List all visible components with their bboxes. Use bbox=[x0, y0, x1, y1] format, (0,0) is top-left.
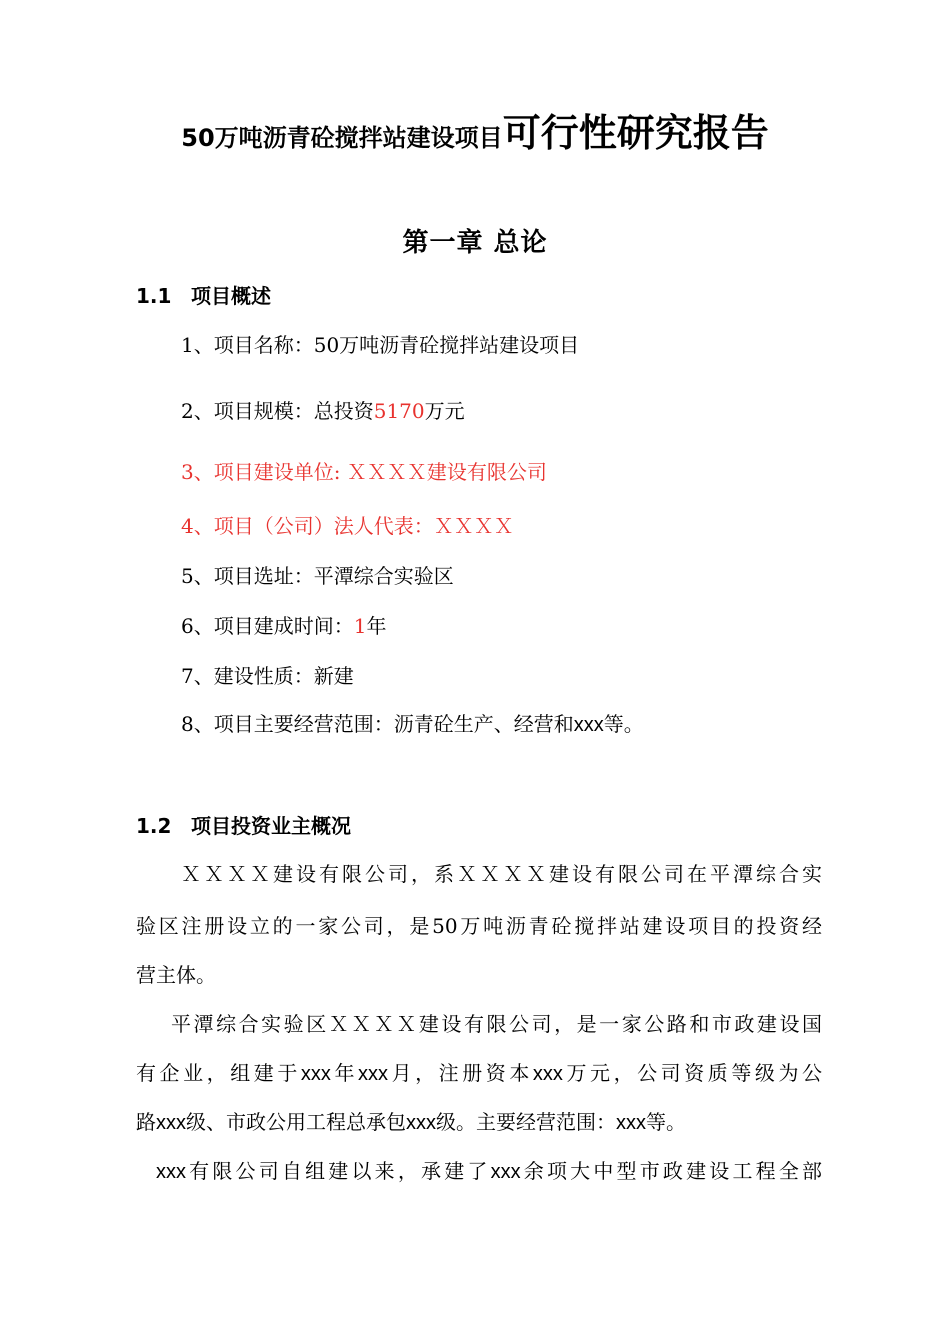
title-main: 50万吨沥青砼搅拌站建设项目 bbox=[181, 124, 503, 152]
placeholder-text: xxx bbox=[573, 714, 604, 736]
section-title: 项目投资业主概况 bbox=[191, 814, 351, 838]
paragraph-2-line-1 bbox=[171, 1008, 822, 1037]
item-completion-time bbox=[181, 610, 386, 639]
paragraph-1-line-2 bbox=[136, 910, 822, 939]
document-title bbox=[0, 102, 950, 157]
item-legal-representative: 4、项目（公司）法人代表：ＸＸＸＸ bbox=[181, 514, 514, 538]
item-unit: 年 bbox=[366, 614, 387, 638]
item-label: 2、项目规模：总投资 bbox=[181, 399, 374, 423]
paragraph-text: 有企业，组建于xxx年xxx月，注册资本xxx万元，公司资质等级为公 bbox=[136, 1061, 823, 1085]
section-title: 项目概述 bbox=[191, 284, 271, 308]
item-label: 8、项目主要经营范围：沥青砼生产、经营和 bbox=[181, 712, 574, 736]
item-end: 等。 bbox=[603, 712, 644, 736]
item-business-scope bbox=[181, 708, 644, 737]
paragraph-1-line-1 bbox=[181, 858, 822, 887]
item-project-location: 5、项目选址：平潭综合实验区 bbox=[181, 564, 454, 588]
paragraph-text: xxx有限公司自组建以来，承建了xxx余项大中型市政建设工程全部 bbox=[156, 1159, 823, 1183]
title-suffix: 可行性研究报告 bbox=[502, 111, 769, 155]
item-unit: 万元 bbox=[424, 399, 465, 423]
paragraph-text: ＸＸＸＸ建设有限公司，系ＸＸＸＸ建设有限公司在平潭综合实 bbox=[181, 862, 822, 886]
paragraph-text: 验区注册设立的一家公司，是50万吨沥青砼搅拌站建设项目的投资经 bbox=[136, 914, 822, 938]
item-construction-unit: 3、项目建设单位: ＸＸＸＸ建设有限公司 bbox=[181, 460, 547, 484]
item-project-scale bbox=[181, 395, 465, 424]
paragraph-1-line-3: 营主体。 bbox=[136, 963, 216, 987]
section-number: 1.2 bbox=[136, 814, 172, 838]
section-heading-1-2 bbox=[136, 810, 351, 839]
item-construction-nature: 7、建设性质：新建 bbox=[181, 664, 354, 688]
item-project-name: 1、项目名称：50万吨沥青砼搅拌站建设项目 bbox=[181, 333, 580, 357]
section-number: 1.1 bbox=[136, 284, 172, 308]
chapter-heading: 第一章 总论 bbox=[402, 228, 548, 258]
paragraph-2-line-2 bbox=[136, 1057, 822, 1086]
investment-value: 5170 bbox=[373, 399, 425, 423]
section-heading-1-1 bbox=[136, 280, 271, 309]
completion-value: 1 bbox=[353, 614, 367, 638]
paragraph-2-line-3: 路xxx级、市政公用工程总承包xxx级。主要经营范围：xxx等。 bbox=[136, 1110, 686, 1134]
item-label: 6、项目建成时间： bbox=[181, 614, 354, 638]
paragraph-text: 平潭综合实验区ＸＸＸＸ建设有限公司，是一家公路和市政建设国 bbox=[171, 1012, 822, 1036]
paragraph-3-line-1 bbox=[156, 1155, 822, 1184]
